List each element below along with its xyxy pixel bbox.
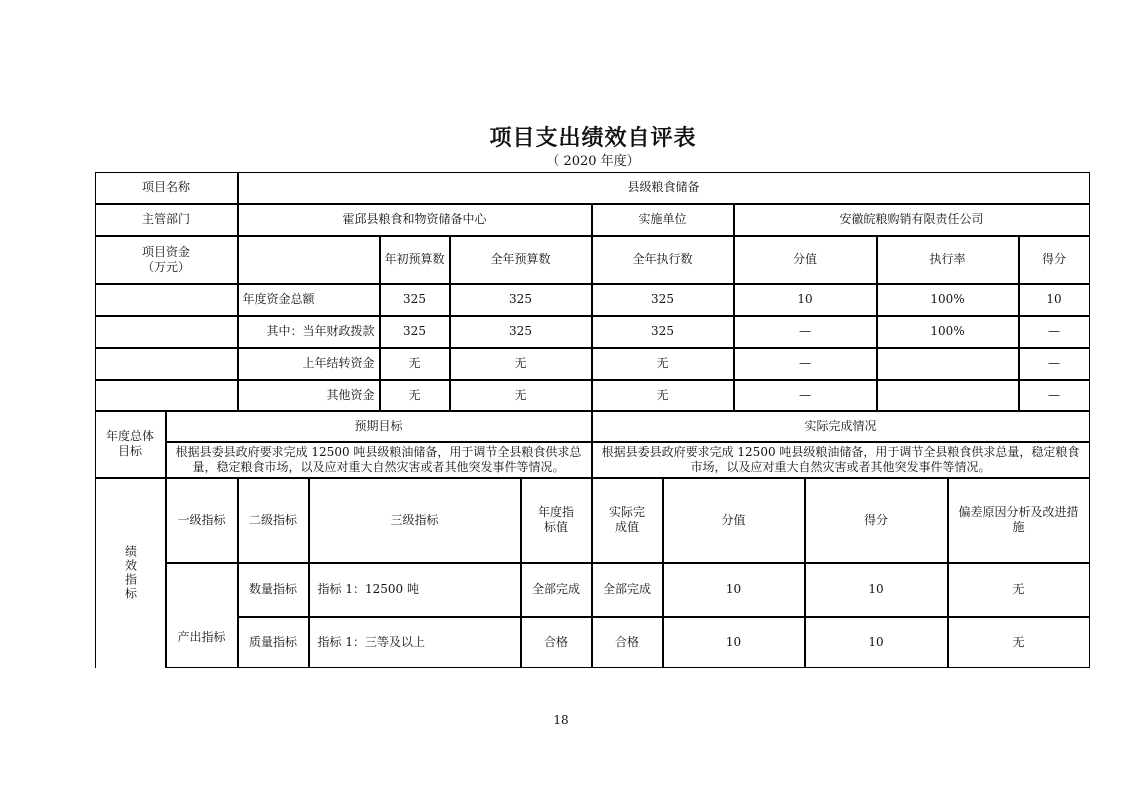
perf-row-score-value: 10 [663, 563, 805, 617]
perf-header-target: 年度指标值 [521, 478, 592, 563]
funds-row-rate [877, 380, 1019, 411]
impl-label: 实施单位 [592, 204, 734, 236]
funds-label [95, 236, 238, 284]
funds-header-annual: 全年预算数 [450, 236, 592, 284]
funds-header-blank [238, 236, 380, 284]
funds-row-blank [95, 316, 238, 348]
funds-row-executed: 325 [592, 316, 734, 348]
funds-row-annual: 无 [450, 380, 592, 411]
page-title: 项目支出绩效自评表 [489, 125, 697, 151]
project-name-value: 县级粮食储备 [238, 172, 1090, 204]
perf-row-level2: 数量指标 [238, 563, 309, 617]
funds-row-score-value: — [734, 380, 877, 411]
funds-row-blank [95, 380, 238, 411]
perf-header-actual: 实际完成值 [592, 478, 663, 563]
funds-row-score: — [1019, 348, 1090, 380]
dept-value: 霍邱县粮食和物资储备中心 [238, 204, 592, 236]
perf-row-actual: 合格 [592, 617, 663, 668]
perf-indicators-label [95, 478, 166, 668]
funds-row-label: 其中：当年财政拨款 [238, 316, 380, 348]
perf-level1-output: 产出指标 [166, 563, 238, 668]
funds-row-label: 其他资金 [238, 380, 380, 411]
perf-header-score: 得分 [805, 478, 948, 563]
annual-goal-label: 年度总体目标 [95, 411, 166, 478]
funds-row-initial: 325 [380, 284, 450, 316]
page-number: 18 [553, 713, 569, 727]
funds-row-rate: 100% [877, 284, 1019, 316]
expected-goal-header: 预期目标 [166, 411, 592, 442]
dept-label: 主管部门 [95, 204, 238, 236]
funds-header-initial: 年初预算数 [380, 236, 450, 284]
perf-header-score-value: 分值 [663, 478, 805, 563]
perf-header-level1: 一级指标 [166, 478, 238, 563]
perf-row-actual: 全部完成 [592, 563, 663, 617]
funds-header-score-value: 分值 [734, 236, 877, 284]
actual-completion-text: 根据县委县政府要求完成 12500 吨县级粮油储备，用于调节全县粮食供求总量，稳定粮食市场，以及应对重大自然灾害或者其他突发事件等情况。 [592, 442, 1090, 478]
funds-row-executed: 无 [592, 380, 734, 411]
perf-header-level3: 三级指标 [309, 478, 521, 563]
funds-label-text: 项目资金 [141, 244, 190, 259]
funds-row-score-value: 10 [734, 284, 877, 316]
funds-row-executed: 无 [592, 348, 734, 380]
funds-row-score-value: — [734, 348, 877, 380]
perf-row-score-value: 10 [663, 617, 805, 668]
funds-row-executed: 325 [592, 284, 734, 316]
perf-header-level2: 二级指标 [238, 478, 309, 563]
funds-row-initial: 无 [380, 380, 450, 411]
page-subtitle: （ 2020 年度） [546, 154, 640, 169]
project-name-label: 项目名称 [95, 172, 238, 204]
funds-row-score-value: — [734, 316, 877, 348]
expected-goal-text: 根据县委县政府要求完成 12500 吨县级粮油储备，用于调节全县粮食供求总量，稳定粮食市场，以及应对重大自然灾害或者其他突发事件等情况。 [166, 442, 592, 478]
funds-row-annual: 325 [450, 284, 592, 316]
perf-row-level3: 指标 1：三等及以上 [309, 617, 521, 668]
funds-row-annual: 无 [450, 348, 592, 380]
funds-row-initial: 无 [380, 348, 450, 380]
funds-row-rate: 100% [877, 316, 1019, 348]
funds-row-blank [95, 284, 238, 316]
perf-row-note: 无 [948, 617, 1090, 668]
perf-row-level3: 指标 1：12500 吨 [309, 563, 521, 617]
funds-header-executed: 全年执行数 [592, 236, 734, 284]
perf-header-note: 偏差原因分析及改进措施 [948, 478, 1090, 563]
perf-row-score: 10 [805, 617, 948, 668]
funds-header-rate: 执行率 [877, 236, 1019, 284]
funds-row-annual: 325 [450, 316, 592, 348]
funds-row-blank [95, 348, 238, 380]
perf-row-level2: 质量指标 [238, 617, 309, 668]
funds-unit-text: （万元） [141, 259, 190, 274]
funds-row-label: 上年结转资金 [238, 348, 380, 380]
perf-row-target: 全部完成 [521, 563, 592, 617]
perf-row-note: 无 [948, 563, 1090, 617]
funds-header-score: 得分 [1019, 236, 1090, 284]
funds-row-label: 年度资金总额 [238, 284, 380, 316]
funds-row-initial: 325 [380, 316, 450, 348]
funds-row-score: 10 [1019, 284, 1090, 316]
perf-row-score: 10 [805, 563, 948, 617]
actual-completion-header: 实际完成情况 [592, 411, 1090, 442]
funds-row-score: — [1019, 380, 1090, 411]
perf-row-target: 合格 [521, 617, 592, 668]
funds-row-score: — [1019, 316, 1090, 348]
impl-value: 安徽皖粮购销有限责任公司 [734, 204, 1090, 236]
funds-row-rate [877, 348, 1019, 380]
perf-indicators-text: 绩效指标 [123, 545, 138, 601]
